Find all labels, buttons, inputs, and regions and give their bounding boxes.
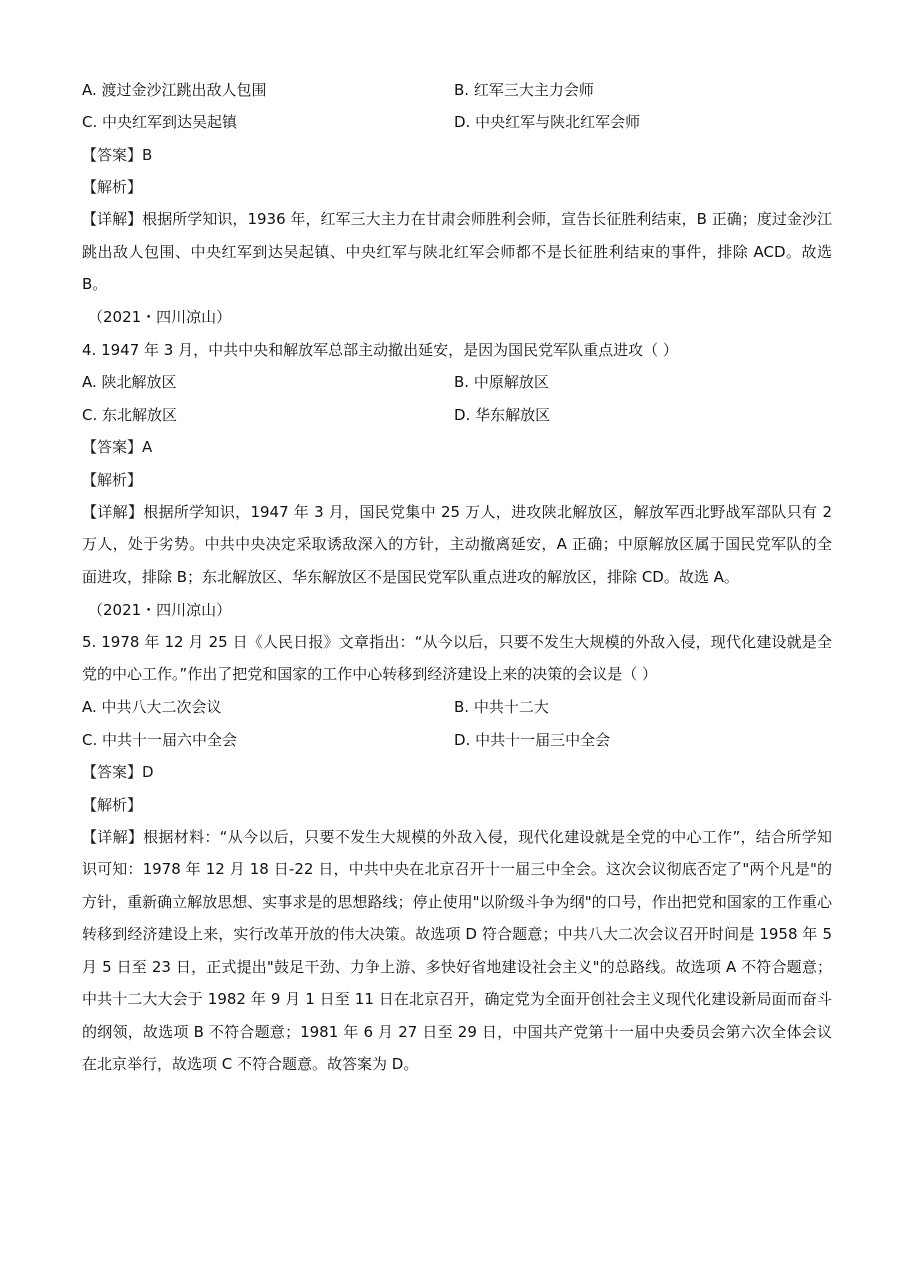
q4-option-d: D. 华东解放区 xyxy=(454,405,551,424)
q3-option-a: A. 渡过金沙江跳出敌人包围 xyxy=(82,80,267,99)
q5-detail: 【详解】根据材料：“从今以后，只要不发生大规模的外敌入侵，现代化建设就是全党的中心工作”，结合所学知识可知：1978 年 12 月 18 日-22 日，中共中央在北京召开十一届三中全会。这次会议彻底否定了"两个凡是"的方针，重新确立解放思想、实事求是的思想路线；停止使用"以阶级斗争为纲"的口号，作出把党和国家的工作重心转移到经济建设上来，实行改革开放的伟大决策。故选项 D 符合题意；中共八大二次会议召开时间是 1958 年 5 月 5 日至 23 日，正式提出"鼓足干劲、力争上游、多快好省地建设社会主义"的总路线。故选项 A 不符合题意；中共十二大大会于 1982 年 9 月 1 日至 11 日在北京召开，确定党为全面开创社会主义现代化建设新局面而奋斗的纲领，故选项 B 不符合题意；1981 年 6 月 27 日至 29 日，中国共产党第十一届中央委员会第六次全体会议在北京举行，故选项 C 不符合题意。故答案为 D。 xyxy=(82,827,832,1073)
q5-analysis-label: 【解析】 xyxy=(82,795,143,814)
q3-analysis-label: 【解析】 xyxy=(82,178,143,197)
q3-options-row-1 xyxy=(82,73,832,106)
q3-detail: 【详解】根据所学知识，1936 年，红军三大主力在甘肃会师胜利会师，宣告长征胜利结束，B 正确；度过金沙江跳出敌人包围、中央红军到达吴起镇、中央红军与陕北红军会师都不是长征胜利结束的事件，排除 ACD。故选 B。 xyxy=(82,210,832,293)
q3-options-row-2 xyxy=(82,106,832,139)
q5-option-c: C. 中共十一届六中全会 xyxy=(82,730,238,749)
q3-option-b: B. 红军三大主力会师 xyxy=(454,80,594,99)
q4-detail: 【详解】根据所学知识，1947 年 3 月，国民党集中 25 万人，进攻陕北解放区，解放军西北野战军部队只有 2 万人，处于劣势。中共中央决定采取诱敌深入的方针，主动撤离延安，A 正确；中原解放区属于国民党军队的全面进攻，排除 B；东北解放区、华东解放区不是国民党军队重点进攻的解放区，排除 CD。故选 A。 xyxy=(82,502,832,586)
q5-option-d: D. 中共十一届三中全会 xyxy=(454,730,611,749)
q5-answer: 【答案】D xyxy=(82,763,154,782)
q4-option-c: C. 东北解放区 xyxy=(82,405,178,424)
q4-analysis-label: 【解析】 xyxy=(82,470,143,489)
q4-option-a: A. 陕北解放区 xyxy=(82,373,177,392)
q5-option-a: A. 中共八大二次会议 xyxy=(82,698,222,717)
q3-answer: 【答案】B xyxy=(82,145,153,164)
q3-option-c: C. 中央红军到达吴起镇 xyxy=(82,113,238,132)
q4-options-row-1 xyxy=(82,366,832,399)
q5-options-row-1 xyxy=(82,691,832,724)
q5-options-row-2 xyxy=(82,723,832,756)
document-page xyxy=(82,73,832,1081)
q3-option-d: D. 中央红军与陕北红军会师 xyxy=(454,113,641,132)
q5-option-b: B. 中共十二大 xyxy=(454,698,549,717)
q4-options-row-2 xyxy=(82,398,832,431)
q4-source: （2021・四川凉山） xyxy=(88,308,232,327)
q5-question: 5. 1978 年 12 月 25 日《人民日报》文章指出：“从今以后，只要不发生大规模的外敌入侵，现代化建设就是全党的中心工作。”作出了把党和国家的工作中心转移到经济建设上来的决策的会议是（ ） xyxy=(82,632,832,683)
q5-source: （2021・四川凉山） xyxy=(88,600,232,619)
q4-option-b: B. 中原解放区 xyxy=(454,373,549,392)
q4-question: 4. 1947 年 3 月，中共中央和解放军总部主动撤出延安，是因为国民党军队重点进攻（ ） xyxy=(82,340,678,359)
q4-answer: 【答案】A xyxy=(82,438,153,457)
